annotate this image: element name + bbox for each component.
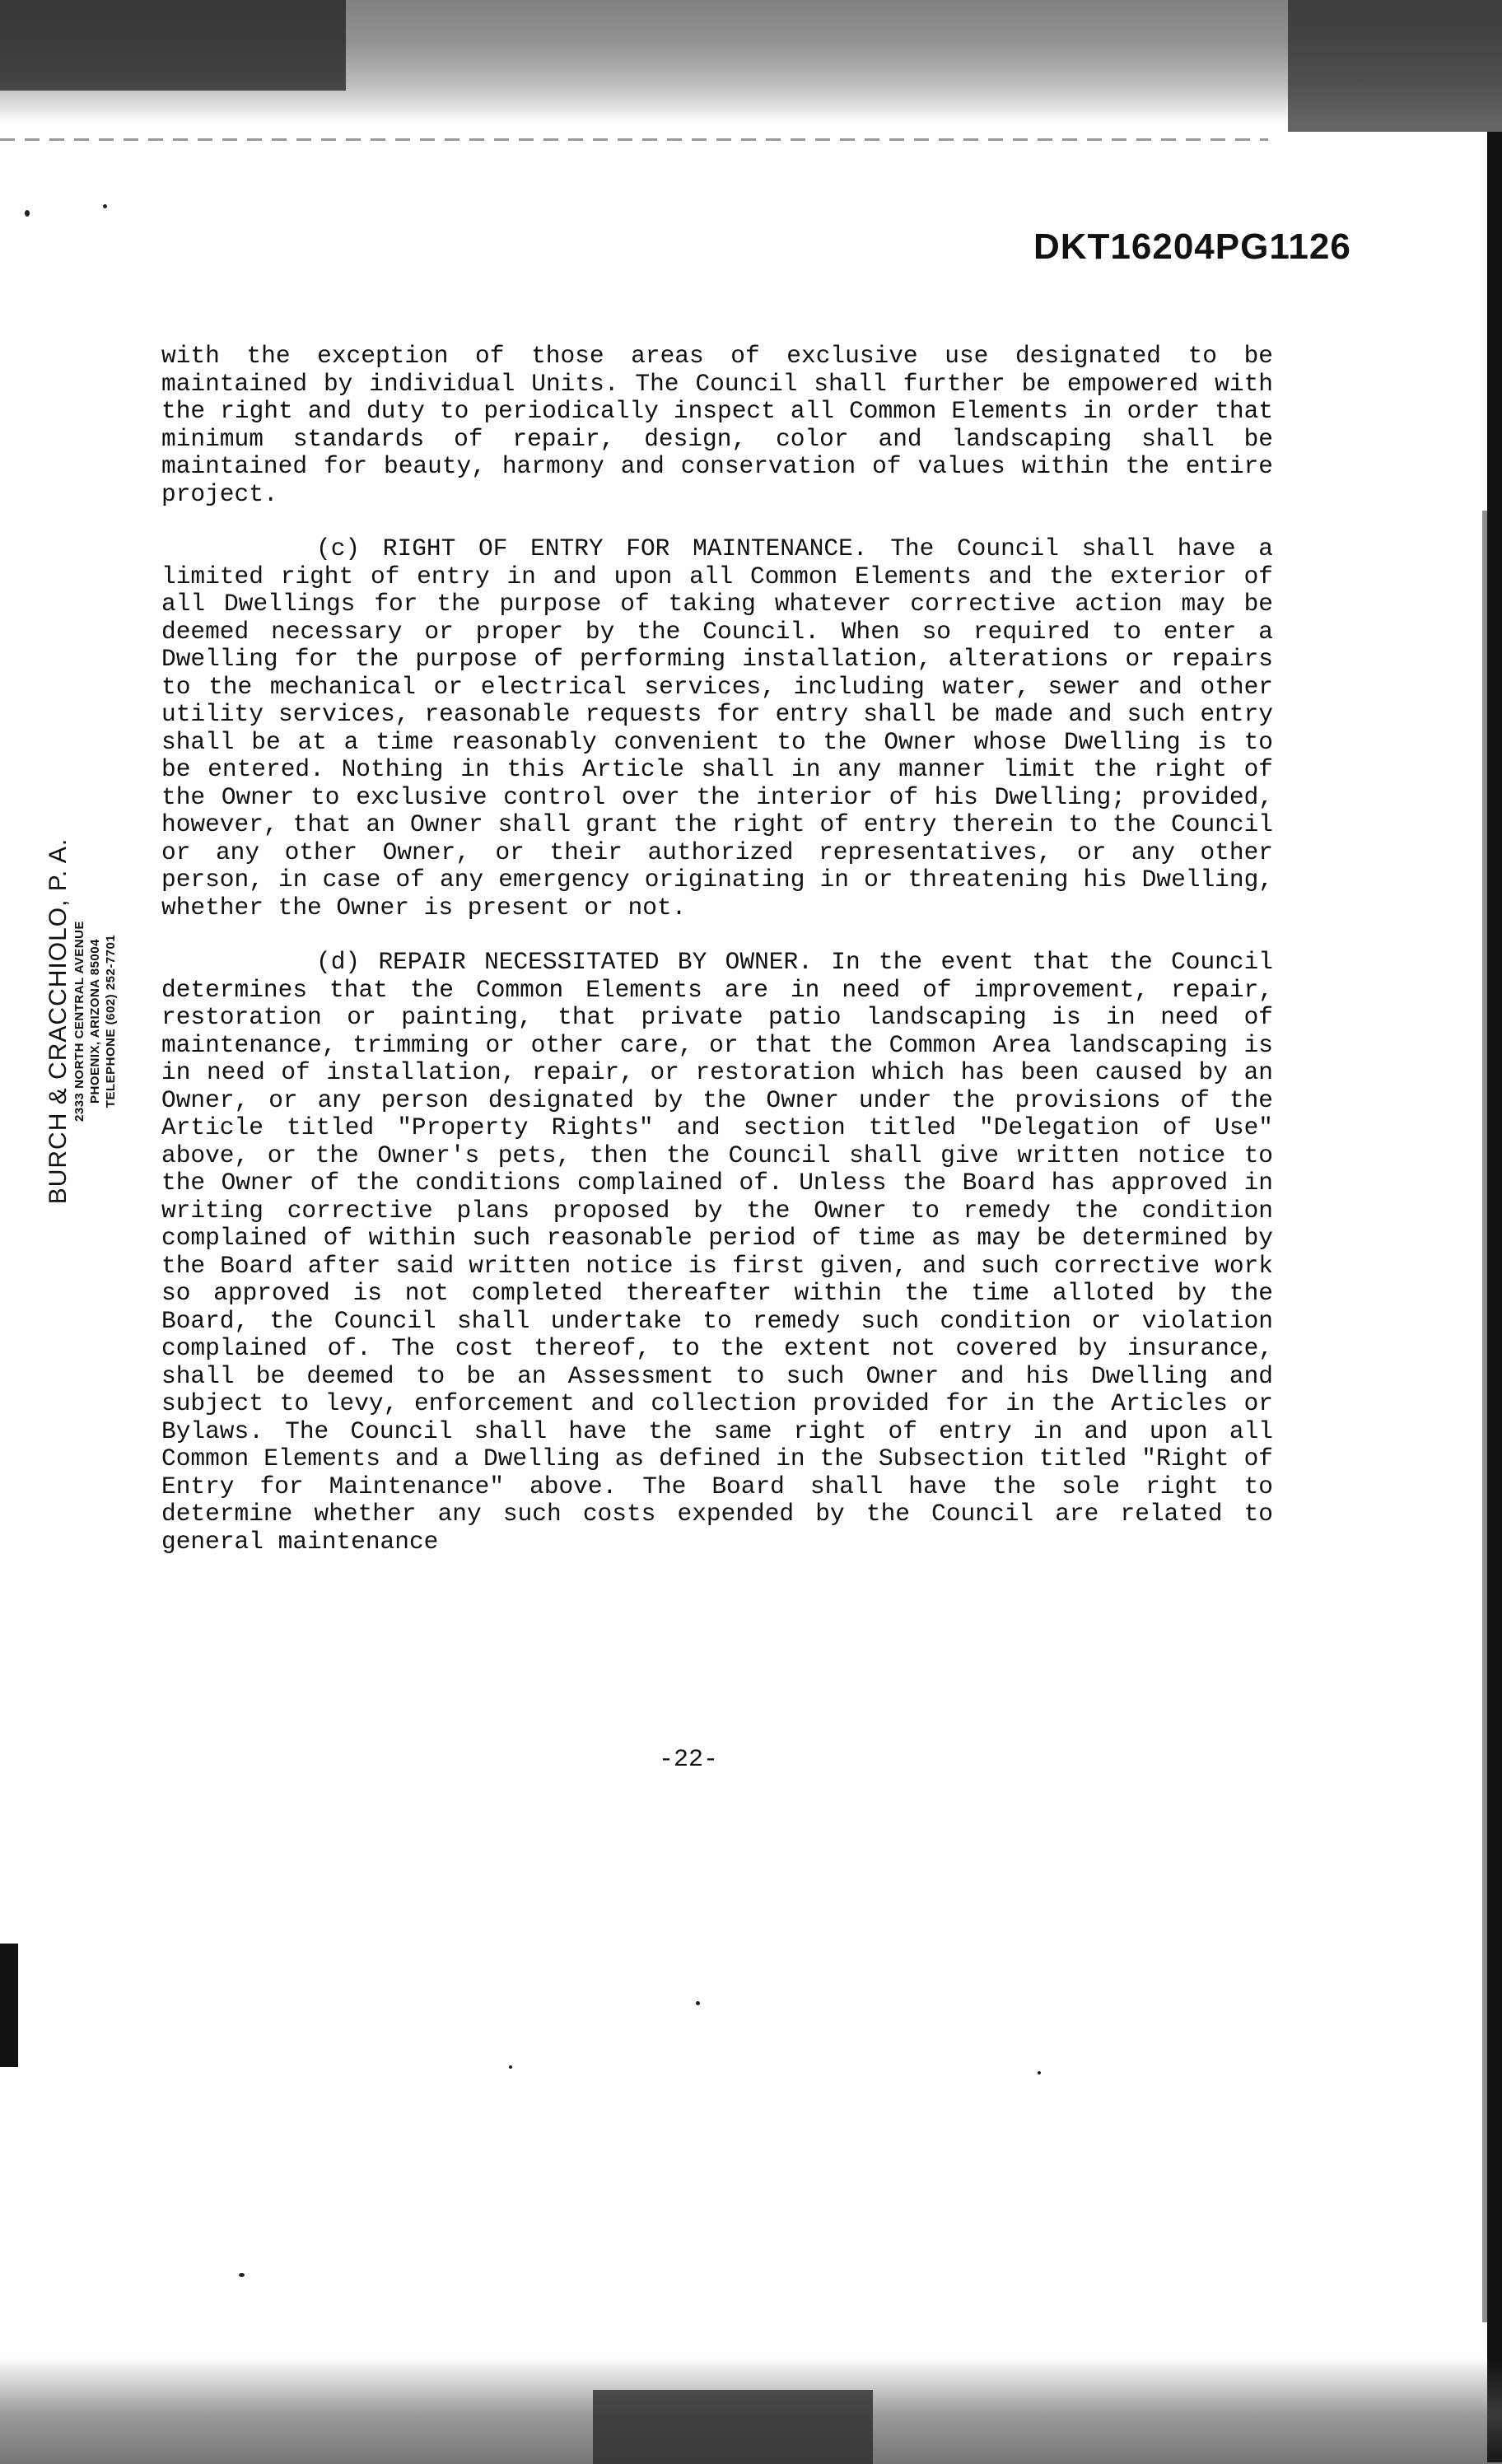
scan-mark-left <box>0 1944 18 2067</box>
scan-border-right <box>1487 132 1502 2462</box>
firm-name: BURCH & CRACCHIOLO, P. A. <box>44 838 72 1205</box>
scan-speck <box>509 2065 512 2069</box>
paragraph-continuation: with the exception of those areas of exclusive use designated to be maintained by individual Units. The Council shall further be empowered with the right and duty to periodically inspect all Common Elements in order that minimum standards of repair, design, color and landscaping shall be maintained for beauty, harmony and conservation of values within the entire project. <box>161 342 1273 508</box>
scan-speck <box>696 2001 700 2005</box>
scan-shadow-top-left <box>0 0 346 91</box>
scan-speck <box>25 210 30 217</box>
scan-shadow-top-right <box>1288 0 1502 132</box>
firm-telephone: TELEPHONE (602) 252-7701 <box>104 934 118 1108</box>
page-number: -22- <box>659 1746 719 1774</box>
firm-city: PHOENIX, ARIZONA 85004 <box>88 939 102 1104</box>
scan-shadow-right <box>1482 511 1487 2322</box>
paragraph-repair-by-owner: (d) REPAIR NECESSITATED BY OWNER. In the event that the Council determines that the Common Elements are in need of improvement, repair, restoration or painting, that private patio landscaping is in need of maintenance, trimming or other care, or that the Common Area landscaping is in need of installation, repair, or restoration which has been caused by an Owner, or any person designated by the Owner under the provisions of the Article titled "Property Rights" and section titled "Delegation of Use" above, or the Owner's pets, then the Council shall give written notice to the Owner of the conditions complained of. Unless the Board has approved in writing corrective plans proposed by the Owner to remedy the condition complained of within such reasonable period of time as may be determined by the Board after said written notice is first given, and such corrective work so approved is not completed thereafter within the time alloted by the Board, the Council shall undertake to remedy such condition or violation complained of. The cost thereof, to the extent not covered by insurance, shall be deemed to be an Assessment to such Owner and his Dwelling and subject to levy, enforcement and collection provided for in the Articles or Bylaws. The Council shall have the same right of entry in and upon all Common Elements and a Dwelling as defined in the Subsection titled "Right of Entry for Maintenance" above. The Board shall have the sole right to determine whether any such costs expended by the Council are related to general maintenance <box>161 948 1273 1556</box>
document-body <box>161 343 1273 1556</box>
firm-letterhead <box>45 807 119 1235</box>
firm-address: 2333 NORTH CENTRAL AVENUE <box>72 921 86 1122</box>
scan-shadow-bottom <box>593 2390 873 2464</box>
paragraph-right-of-entry: (c) RIGHT OF ENTRY FOR MAINTENANCE. The Council shall have a limited right of entry in and upon all Common Elements and the exterior of all Dwellings for the purpose of taking whatever corrective action may be deemed necessary or proper by the Council. When so required to enter a Dwelling for the purpose of performing installation, alterations or repairs to the mechanical or electrical services, including water, sewer and other utility services, reasonable requests for entry shall be made and such entry shall be at a time reasonably convenient to the Owner whose Dwelling is to be entered. Nothing in this Article shall in any manner limit the right of the Owner to exclusive control over the interior of his Dwelling; provided, however, that an Owner shall grant the right of entry therein to the Council or any other Owner, or their authorized representatives, or any other person, in case of any emergency originating in or threatening his Dwelling, whether the Owner is present or not. <box>161 534 1273 922</box>
scan-speck <box>239 2273 245 2277</box>
docket-number: DKT16204PG1126 <box>1033 226 1351 267</box>
scan-line <box>0 138 1268 141</box>
scan-speck <box>103 204 107 208</box>
scan-speck <box>1038 2071 1041 2074</box>
